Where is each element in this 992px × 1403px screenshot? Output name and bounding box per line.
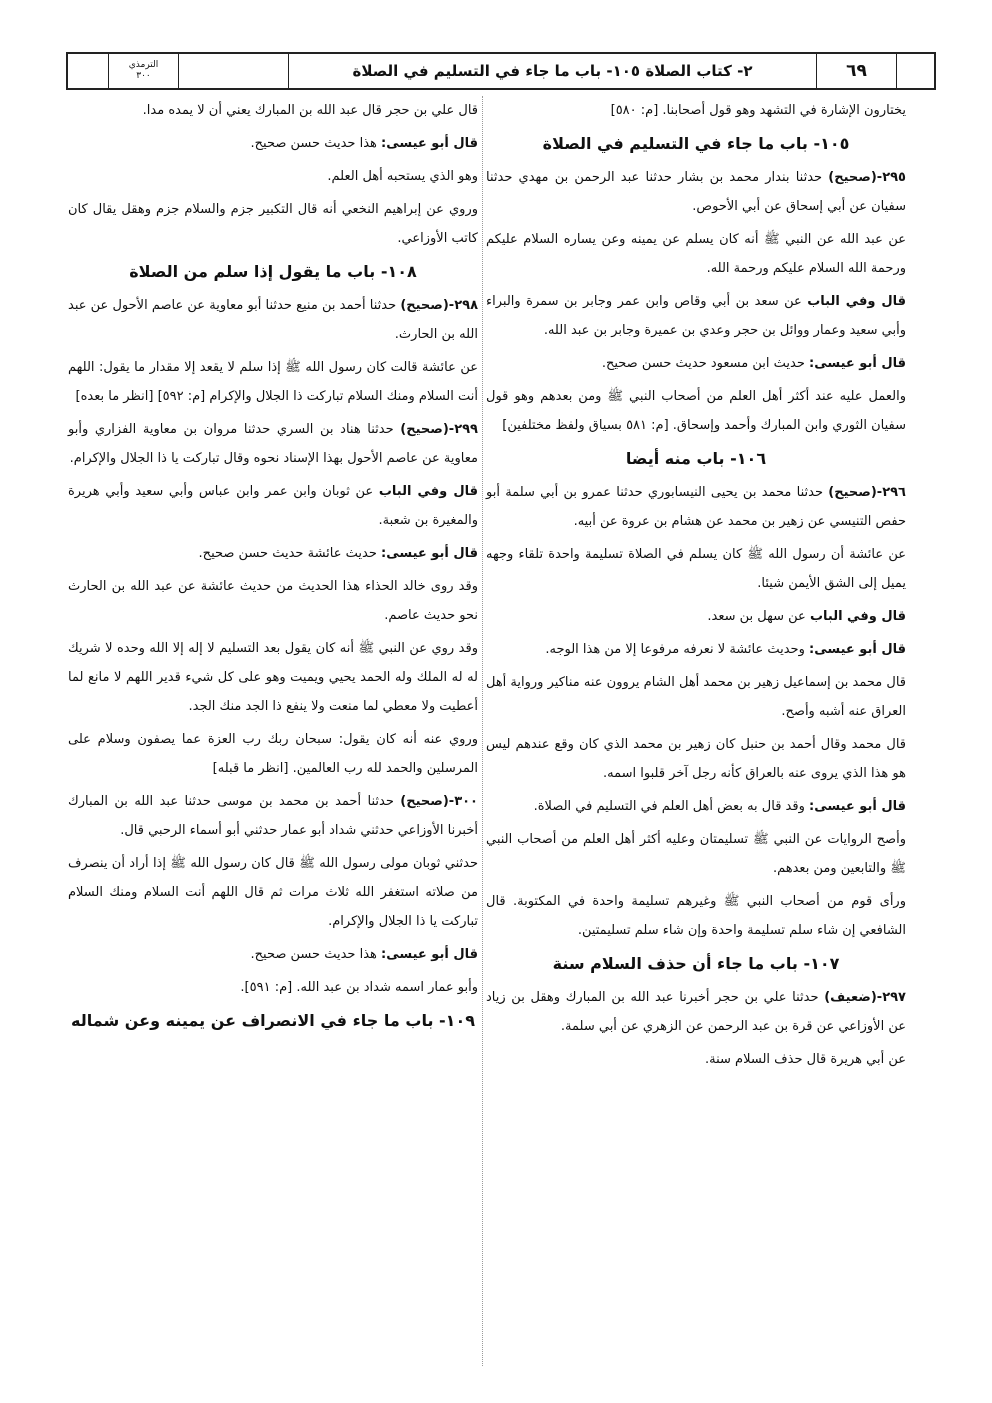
commentary-lead: قال وفي الباب xyxy=(378,484,479,499)
chapter-heading: ١٠٨- باب ما يقول إذا سلم من الصلاة xyxy=(129,262,417,281)
commentary-text: هذا حديث حسن صحيح. xyxy=(250,136,377,151)
hadith-text: حدثنا أحمد بن محمد بن موسى حدثنا عبد الله بن المبارك أخبرنا الأوزاعي حدثني شداد أبو عمار حدثني أبو أسماء الرحبي قال. xyxy=(68,794,478,838)
paragraph: قال علي بن حجر قال عبد الله بن المبارك يعني أن لا يمده مدا. xyxy=(142,103,478,118)
commentary-lead: قال أبو عيسى: xyxy=(381,947,478,962)
page-number: ٦٩ xyxy=(816,54,896,88)
hadith-number: ٢٩٦-(صحيح) xyxy=(828,485,906,500)
paragraph: وقد روي عن النبي ﷺ أنه كان يقول بعد التسليم لا إله إلا الله وحده لا شريك له له الملك وله الحمد يحيي ويميت وهو على كل شيء قدير اللهم لا مانع لما أعطيت ولا معطي لما منعت ولا ينفع ذا الجد منك الجد. xyxy=(68,641,478,714)
hadith-text: حدثنا بندار محمد بن بشار حدثنا عبد الرحمن بن مهدي حدثنا سفيان عن أبي إسحاق عن أبي الأحوص. xyxy=(486,170,906,214)
commentary-paragraph xyxy=(486,602,906,631)
commentary-paragraph xyxy=(486,349,906,378)
header-empty-cell xyxy=(68,54,108,88)
paragraph: وأبو عمار اسمه شداد بن عبد الله. [م: ٥٩١]. xyxy=(240,980,478,995)
commentary-paragraph xyxy=(486,287,906,345)
commentary-lead: قال أبو عيسى: xyxy=(381,546,478,561)
commentary-lead: قال وفي الباب xyxy=(807,294,906,309)
commentary-paragraph xyxy=(68,129,478,158)
hadith-paragraph xyxy=(68,787,478,845)
hadith-number: ٣٠٠-(صحيح) xyxy=(400,794,478,809)
paragraph: يختارون الإشارة في التشهد وهو قول أصحابنا. [م: ٥٨٠] xyxy=(610,103,906,118)
commentary-lead: قال أبو عيسى: xyxy=(809,799,906,814)
commentary-text: عن سعد بن أبي وقاص وابن عمر وجابر بن سمرة والبراء وأبي سعيد وعمار ووائل بن حجر وعدي بن عميرة وجابر بن عبد الله. xyxy=(486,294,906,338)
paragraph: حدثني ثوبان مولى رسول الله ﷺ قال كان رسول الله ﷺ إذا أراد أن ينصرف من صلاته استغفر الله ثلاث مرات ثم قال اللهم أنت السلام ومنك السلام تباركت يا ذا الجلال والإكرام. xyxy=(68,856,478,929)
paragraph: عن عائشة أن رسول الله ﷺ كان يسلم في الصلاة تسليمة واحدة تلقاء وجهه يميل إلى الشق الأيمن شيئا. xyxy=(486,547,906,591)
commentary-paragraph xyxy=(68,477,478,535)
chapter-heading: ١٠٧- باب ما جاء أن حذف السلام سنة xyxy=(552,954,840,973)
header-side-line1: الترمذي xyxy=(128,60,159,70)
commentary-lead: قال وفي الباب xyxy=(809,609,906,624)
hadith-paragraph xyxy=(68,415,478,473)
right-column xyxy=(486,96,906,1376)
commentary-text: حديث ابن مسعود حديث حسن صحيح. xyxy=(601,356,805,371)
paragraph: وروي عنه أنه كان يقول: سبحان ربك رب العزة عما يصفون وسلام على المرسلين والحمد لله رب العالمين. [انظر ما قبله] xyxy=(68,732,478,776)
hadith-text: حدثنا علي بن حجر أخبرنا عبد الله بن المبارك وهقل بن زياد عن الأوزاعي عن قرة بن عبد الرحمن عن الزهري عن أبي سلمة. xyxy=(486,990,906,1034)
hadith-number: ٢٩٥-(صحيح) xyxy=(828,170,906,185)
commentary-paragraph xyxy=(486,635,906,664)
header-side-label xyxy=(108,54,178,88)
commentary-text: عن ثوبان وابن عمر وابن عباس وأبي سعيد وأبي هريرة والمغيرة بن شعبة. xyxy=(68,484,478,528)
commentary-text: حديث عائشة حديث حسن صحيح. xyxy=(198,546,377,561)
column-divider xyxy=(482,96,483,1366)
paragraph: وأصح الروايات عن النبي ﷺ تسليمتان وعليه أكثر أهل العلم من أصحاب النبي ﷺ والتابعين ومن بعدهم. xyxy=(486,832,906,876)
page-header xyxy=(66,52,936,90)
commentary-paragraph xyxy=(486,792,906,821)
chapter-heading: ١٠٩- باب ما جاء في الانصراف عن يمينه وعن شماله xyxy=(71,1011,475,1030)
hadith-text: حدثنا أحمد بن منيع حدثنا أبو معاوية عن عاصم الأحول عن عبد الله بن الحارث. xyxy=(68,298,478,342)
hadith-paragraph xyxy=(486,163,906,221)
commentary-lead: قال أبو عيسى: xyxy=(809,642,906,657)
paragraph: وقد روى خالد الحذاء هذا الحديث من حديث عائشة عن عبد الله بن الحارث نحو حديث عاصم. xyxy=(68,579,478,623)
commentary-paragraph xyxy=(68,940,478,969)
hadith-text: حدثنا محمد بن يحيى النيسابوري حدثنا عمرو بن أبي سلمة أبو حفص التنيسي عن زهير بن محمد عن هشام بن عروة عن أبيه. xyxy=(486,485,906,529)
header-side-line2: ٣٠٠ xyxy=(136,71,151,81)
header-empty-cell xyxy=(896,54,934,88)
paragraph: ورأى قوم من أصحاب النبي ﷺ وغيرهم تسليمة واحدة في المكتوبة. قال الشافعي إن شاء سلم تسليمة واحدة وإن شاء سلم تسليمتين. xyxy=(486,894,906,938)
hadith-text: حدثنا هناد بن السري حدثنا مروان بن معاوية الفزاري وأبو معاوية عن عاصم الأحول بهذا الإسناد نحوه وقال تباركت يا ذا الجلال والإكرام. xyxy=(68,422,478,466)
chapter-heading: ١٠٥- باب ما جاء في التسليم في الصلاة xyxy=(542,134,850,153)
header-title: ٢- كتاب الصلاة ١٠٥- باب ما جاء في التسليم في الصلاة xyxy=(288,54,816,88)
hadith-paragraph xyxy=(486,983,906,1041)
commentary-lead: قال أبو عيسى: xyxy=(381,136,478,151)
commentary-lead: قال أبو عيسى: xyxy=(809,356,906,371)
hadith-number: ٢٩٨-(صحيح) xyxy=(400,298,479,313)
commentary-text: وقد قال به بعض أهل العلم في التسليم في الصلاة. xyxy=(533,799,805,814)
paragraph: عن أبي هريرة قال حذف السلام سنة. xyxy=(705,1052,906,1067)
chapter-heading: ١٠٦- باب منه أيضا xyxy=(625,449,767,468)
commentary-text: عن سهل بن سعد. xyxy=(707,609,806,624)
paragraph: والعمل عليه عند أكثر أهل العلم من أصحاب النبي ﷺ ومن بعدهم وهو قول سفيان الثوري وابن المبارك وأحمد وإسحاق. [م: ٥٨١ بسياق ولفظ مختلفين] xyxy=(486,389,906,433)
left-column xyxy=(68,96,478,1376)
paragraph: وهو الذي يستحبه أهل العلم. xyxy=(327,169,478,184)
hadith-number: ٢٩٧-(ضعيف) xyxy=(824,990,906,1005)
commentary-text: هذا حديث حسن صحيح. xyxy=(250,947,377,962)
hadith-paragraph xyxy=(486,478,906,536)
paragraph: قال محمد بن إسماعيل زهير بن محمد أهل الشام يروون عنه مناكير ورواية أهل العراق عنه أشبه وأصح. xyxy=(485,675,906,719)
paragraph: وروي عن إبراهيم النخعي أنه قال التكبير جزم والسلام جزم وهقل يقال كان كاتب الأوزاعي. xyxy=(68,202,478,246)
paragraph: عن عبد الله عن النبي ﷺ أنه كان يسلم عن يمينه وعن يساره السلام عليكم ورحمة الله السلام عليكم ورحمة الله. xyxy=(486,232,906,276)
header-empty-cell xyxy=(178,54,288,88)
commentary-paragraph xyxy=(68,539,478,568)
paragraph: قال محمد وقال أحمد بن حنبل كان زهير بن محمد الذي كان وقع عندهم ليس هو هذا الذي يروى عنه بالعراق كأنه رجل آخر قلبوا اسمه. xyxy=(486,737,906,781)
hadith-number: ٢٩٩-(صحيح) xyxy=(400,422,478,437)
hadith-paragraph xyxy=(68,291,478,349)
commentary-text: وحديث عائشة لا نعرفه مرفوعا إلا من هذا الوجه. xyxy=(545,642,805,657)
paragraph: عن عائشة قالت كان رسول الله ﷺ إذا سلم لا يقعد إلا مقدار ما يقول: اللهم أنت السلام ومنك السلام تباركت ذا الجلال والإكرام [م: ٥٩٢] [انظر ما بعده] xyxy=(68,360,478,404)
